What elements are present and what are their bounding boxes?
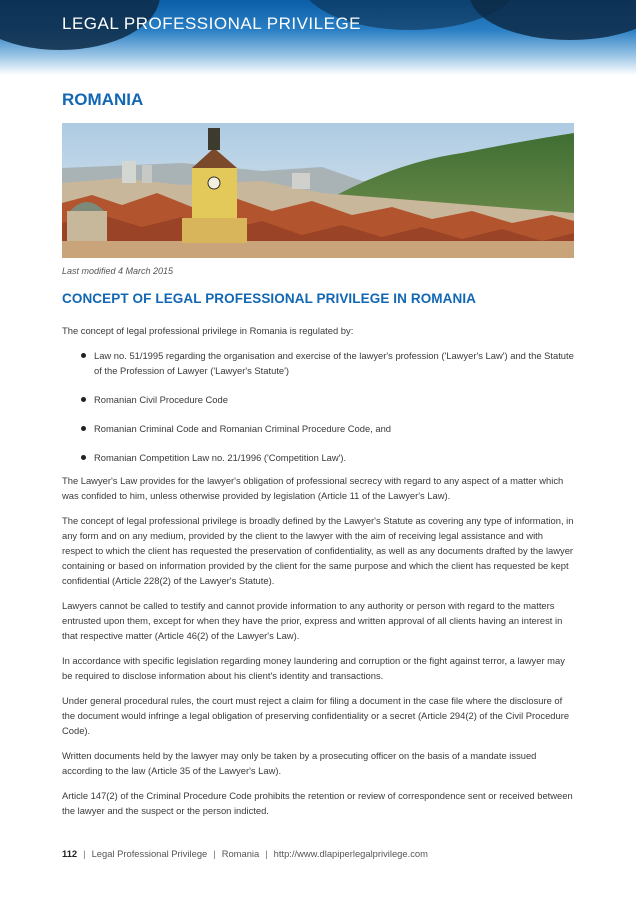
footer-url-link[interactable]: http://www.dlapiperlegalprivilege.com	[273, 848, 428, 859]
footer-separator: |	[265, 848, 268, 859]
page-number: 112	[62, 848, 78, 859]
legislation-list	[62, 348, 574, 465]
intro-paragraph: The concept of legal professional privilege in Romania is regulated by:	[62, 325, 354, 336]
paragraph: The concept of legal professional privilege is broadly defined by the Lawyer's Statute as covering any type of information, in any form and on any medium, provided by the client to the lawyer with the aim of receiving legal assistance and with respect to which the client has requested the preservation of confidentiality, as well as any documents drafted by the lawyer containing or based on information provided by the client for the same purpose and which the client has requested be kept confidential (Article 228(2) of the Lawyer's Statute).	[62, 515, 574, 586]
footer-separator: |	[213, 848, 216, 859]
paragraph: In accordance with specific legislation regarding money laundering and corruption or the fight against terror, a lawyer may be required to disclose information about his client's identity and transactions.	[62, 655, 565, 681]
list-item-text: Romanian Civil Procedure Code	[94, 394, 228, 405]
footer-separator: |	[83, 848, 86, 859]
header-title: LEGAL PROFESSIONAL PRIVILEGE	[62, 14, 362, 33]
body-content	[62, 323, 574, 828]
list-item-text: Romanian Criminal Code and Romanian Criminal Procedure Code, and	[94, 423, 392, 434]
bullet-icon	[81, 426, 86, 431]
list-item	[62, 421, 574, 436]
footer-country: Romania	[221, 848, 260, 859]
header-decoration	[470, 0, 636, 40]
bullet-icon	[81, 353, 86, 358]
paragraph: Lawyers cannot be called to testify and cannot provide information to any authority or person with regard to the matters entrusted upon them, except for when they have the prior, express and written approval of all clients having an interest in that respective matter (Article 46(2) of the Lawyer's Law).	[62, 600, 563, 641]
last-modified-date: Last modified 4 March 2015	[62, 266, 174, 276]
list-item-text: Law no. 51/1995 regarding the organisation and exercise of the lawyer's profession ('Lawyer's Law') and the Statute of the Profession of Lawyer ('Lawyer's Statute')	[94, 350, 574, 376]
paragraph: The Lawyer's Law provides for the lawyer's obligation of professional secrecy with regard to any aspect of a matter which was confided to him, unless otherwise provided by legislation (Article 11 of the Lawyer's Law).	[62, 475, 564, 501]
city-photo	[62, 123, 574, 258]
page-footer	[62, 848, 428, 859]
list-item	[62, 392, 574, 407]
list-item	[62, 450, 574, 465]
bullet-icon	[81, 455, 86, 460]
list-item-text: Romanian Competition Law no. 21/1996 ('Competition Law').	[94, 452, 347, 463]
header-banner	[0, 0, 636, 75]
paragraph: Written documents held by the lawyer may only be taken by a prosecuting officer on the basis of a mandate issued according to the law (Article 35 of the Lawyer's Law).	[62, 750, 537, 776]
bullet-icon	[81, 397, 86, 402]
section-heading: CONCEPT OF LEGAL PROFESSIONAL PRIVILEGE IN ROMANIA	[62, 291, 477, 306]
page-title: ROMANIA	[62, 90, 144, 109]
paragraph: Article 147(2) of the Criminal Procedure Code prohibits the retention or review of correspondence sent or received between the lawyer and the suspect or the person indicted.	[62, 790, 573, 816]
footer-publication: Legal Professional Privilege	[91, 848, 208, 859]
list-item	[62, 348, 574, 378]
paragraph: Under general procedural rules, the court must reject a claim for filing a document in the case file where the disclosure of the document would infringe a legal obligation of preserving confidentiality or a secret (Article 294(2) of the Civil Procedure Code).	[62, 695, 570, 736]
